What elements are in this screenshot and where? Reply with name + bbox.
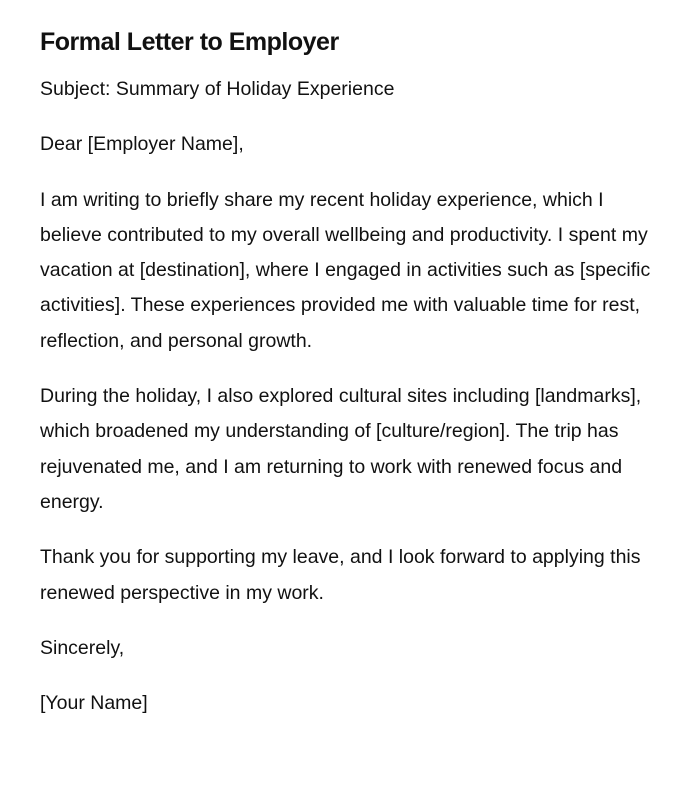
body-paragraph: During the holiday, I also explored cultural sites including [landmarks], which broadened my understanding of [culture/region]. The trip has rejuvenated me, and I am returning to work with renewed focus and energy. (40, 385, 642, 513)
closing: Sincerely, (40, 636, 125, 659)
page-title: Formal Letter to Employer (40, 28, 339, 56)
greeting: Dear [Employer Name], (40, 133, 244, 156)
signature: [Your Name] (40, 692, 148, 715)
body-paragraph: I am writing to briefly share my recent holiday experience, which I believe contributed to my overall wellbeing and productivity. I spent my vacation at [destination], where I engaged in activities such as [specific activities]. These experiences provided me with valuable time for rest, reflection, and personal growth. (40, 188, 651, 352)
subject-line: Subject: Summary of Holiday Experience (40, 78, 395, 100)
body-paragraph: Thank you for supporting my leave, and I look forward to applying this renewed perspective in my work. (40, 546, 641, 604)
